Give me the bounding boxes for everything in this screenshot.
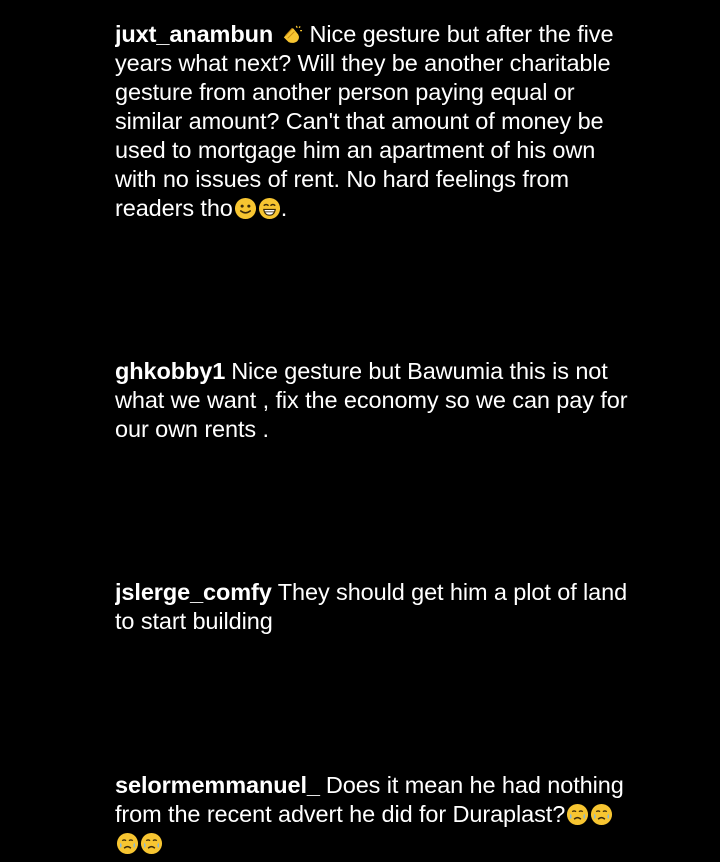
comment-username[interactable]: selormemmanuel_ xyxy=(115,772,320,798)
comment-username[interactable]: jslerge_comfy xyxy=(115,579,272,605)
comment-text: They should get him a plot of land to start building xyxy=(115,579,628,634)
crying-face-icon xyxy=(566,803,589,826)
crying-face-icon xyxy=(116,832,139,855)
comment-item xyxy=(115,357,630,444)
slightly-smiling-face-icon xyxy=(234,197,257,220)
comment-text: Nice gesture but Bawumia this is not what we want , fix the economy so we can pay for our own rents . xyxy=(115,358,628,442)
comment-item xyxy=(115,578,635,636)
comment-text: Nice gesture but after the five years what next? Will they be another charitable gesture from another person paying equal or similar amount? Can't that amount of money be used to mortgage him an apartment of his own with no issues of rent. No hard feelings from readers tho xyxy=(115,21,614,221)
comment-item xyxy=(115,771,635,858)
crying-face-icon xyxy=(590,803,613,826)
crying-face-icon xyxy=(140,832,163,855)
grinning-squinting-face-icon xyxy=(258,197,281,220)
clapping-hands-icon xyxy=(280,23,303,46)
comment-item xyxy=(115,20,635,223)
comment-username[interactable]: ghkobby1 xyxy=(115,358,226,384)
comment-username[interactable]: juxt_anambun xyxy=(115,21,274,47)
comment-text: Does it mean he had nothing from the recent advert he did for Duraplast? xyxy=(115,772,624,827)
comment-suffix: . xyxy=(280,195,288,221)
